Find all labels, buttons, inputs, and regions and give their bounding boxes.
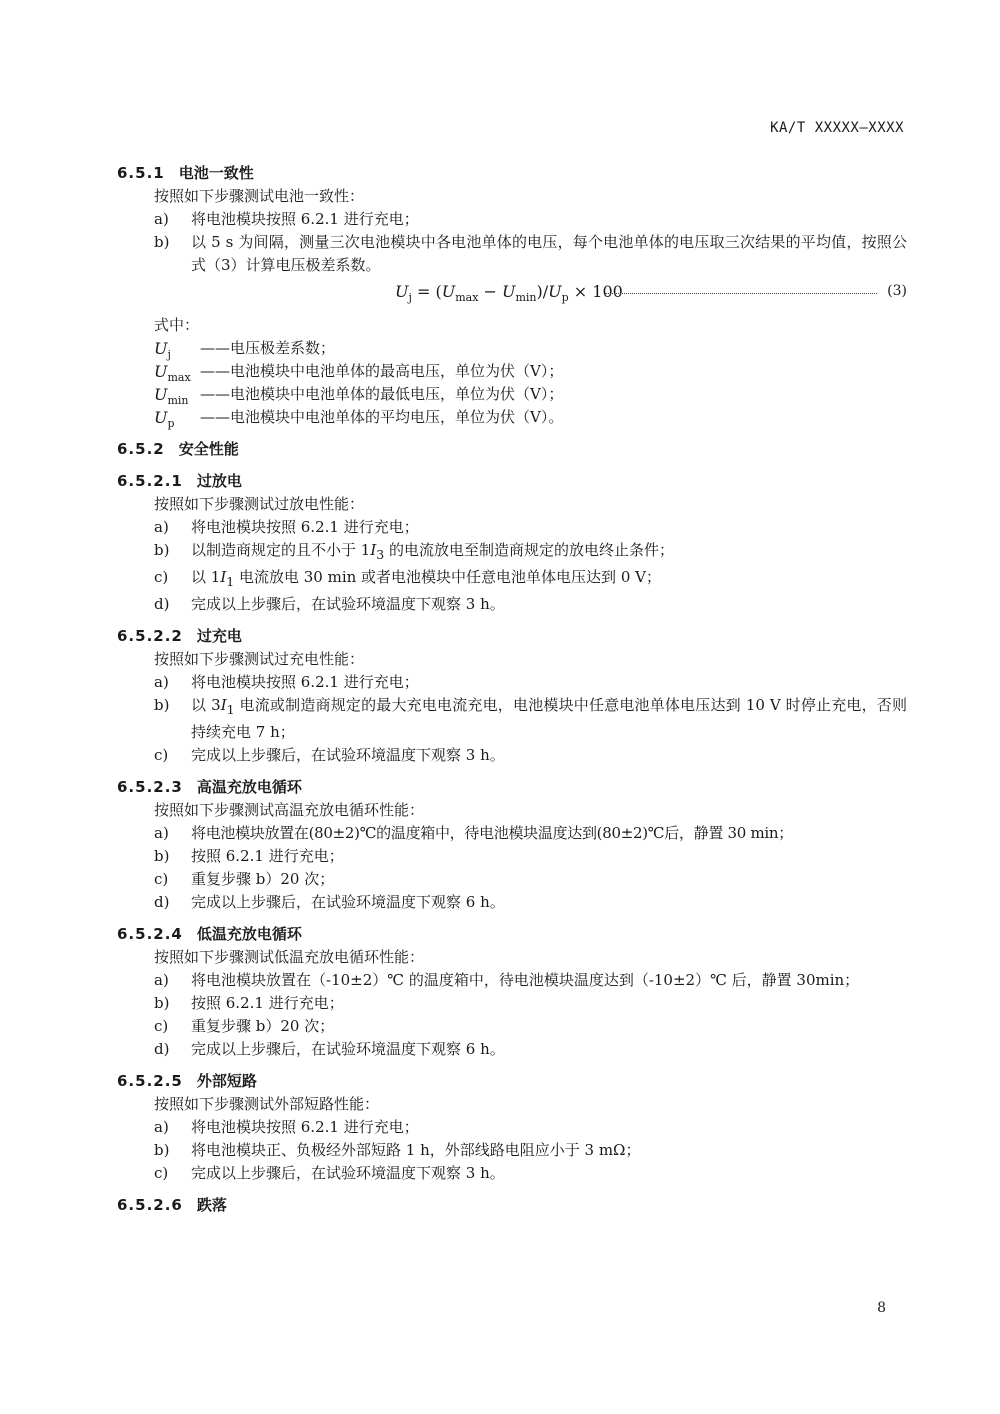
section-number: 6.5.1: [117, 164, 165, 182]
list-text: 以 $1I_1$ 电流放电 30 min 或者电池模块中任意电池单体电压达到 0 V；: [191, 568, 661, 589]
list-item: [117, 822, 907, 845]
list-label: d): [154, 893, 170, 911]
section-number: 6.5.2.5: [117, 1072, 183, 1090]
list-text: 重复步骤 b）20 次；: [191, 870, 335, 888]
variable-description: ——电池模块中电池单体的最低电压，单位为伏（V）；: [200, 385, 564, 403]
list-item: [117, 694, 907, 744]
section-heading-6-5-1: [117, 162, 907, 185]
formula-leader-dots: [605, 293, 877, 294]
section-number: 6.5.2.2: [117, 627, 183, 645]
section-number: 6.5.2: [117, 440, 165, 458]
list-label: c): [154, 746, 169, 764]
variable-definition-row: [117, 337, 907, 360]
list-item: [117, 566, 907, 593]
page-body: [117, 162, 907, 1217]
list-item: [117, 1162, 907, 1185]
list-label: c): [154, 568, 169, 586]
list-label: b): [154, 541, 170, 559]
section-heading-6-5-2: [117, 438, 907, 461]
list-item: [117, 593, 907, 616]
list-text: 将电池模块放置在(80±2)℃的温度箱中，待电池模块温度达到(80±2)℃后，静置 30 min；: [191, 824, 793, 842]
section-title: 电池一致性: [178, 164, 254, 182]
list-label: b): [154, 233, 170, 251]
where-label: 式中：: [154, 316, 200, 334]
section-title: 过充电: [196, 627, 242, 645]
variable-definition-row: [117, 383, 907, 406]
list-item: [117, 744, 907, 767]
section-intro: 按照如下步骤测试过充电性能：: [154, 650, 365, 668]
section-title: 外部短路: [196, 1072, 257, 1090]
section-heading-6-5-2-3: [117, 776, 907, 799]
section-number: 6.5.2.4: [117, 925, 183, 943]
variable-definition-row: [117, 406, 907, 429]
section-intro: 按照如下步骤测试高温充放电循环性能：: [154, 801, 425, 819]
list-text: 完成以上步骤后，在试验环境温度下观察 6 h。: [191, 893, 505, 911]
formula-number: (3): [887, 283, 907, 299]
list-label: a): [154, 971, 169, 989]
variable-symbol: $U_{max}$: [154, 362, 191, 385]
list-item: [117, 1015, 907, 1038]
list-text: 按照 6.2.1 进行充电；: [191, 994, 344, 1012]
variable-definitions: [117, 337, 907, 429]
section-title: 安全性能: [178, 440, 239, 458]
list-text: 将电池模块按照 6.2.1 进行充电；: [191, 518, 419, 536]
formula-3: [117, 277, 907, 306]
list-text: 重复步骤 b）20 次；: [191, 1017, 335, 1035]
list-text: 完成以上步骤后，在试验环境温度下观察 3 h。: [191, 746, 505, 764]
list-label: b): [154, 994, 170, 1012]
list-text: 将电池模块按照 6.2.1 进行充电；: [191, 210, 419, 228]
section-intro: 按照如下步骤测试低温充放电循环性能：: [154, 948, 425, 966]
document-code-header: KA/T XXXXX—XXXX: [770, 120, 904, 136]
section-heading-6-5-2-1: [117, 470, 907, 493]
list-label: a): [154, 210, 169, 228]
list-text: 将电池模块正、负极经外部短路 1 h，外部线路电阻应小于 3 mΩ；: [191, 1141, 641, 1159]
variable-symbol: $U_j$: [154, 339, 171, 362]
section-intro: 按照如下步骤测试过放电性能：: [154, 495, 365, 513]
section-title: 跌落: [196, 1196, 227, 1214]
variable-description: ——电池模块中电池单体的平均电压，单位为伏（V）。: [200, 408, 564, 426]
list-text: 以制造商规定的且不小于 $1I_3$ 的电流放电至制造商规定的放电终止条件；: [191, 541, 674, 562]
section-title: 高温充放电循环: [196, 778, 302, 796]
list-text: 完成以上步骤后，在试验环境温度下观察 3 h。: [191, 1164, 505, 1182]
page-number: 8: [877, 1300, 886, 1316]
list-label: c): [154, 870, 169, 888]
list-text: 将电池模块按照 6.2.1 进行充电；: [191, 673, 419, 691]
variable-description: ——电压极差系数；: [200, 339, 336, 357]
list-label: d): [154, 1040, 170, 1058]
list-label: a): [154, 824, 169, 842]
list-label: d): [154, 595, 170, 613]
section-number: 6.5.2.6: [117, 1196, 183, 1214]
variable-symbol: $U_p$: [154, 408, 175, 431]
section-heading-6-5-2-5: [117, 1070, 907, 1093]
list-label: b): [154, 1141, 170, 1159]
list-text: 完成以上步骤后，在试验环境温度下观察 3 h。: [191, 595, 505, 613]
list-label: b): [154, 696, 170, 714]
list-text: 完成以上步骤后，在试验环境温度下观察 6 h。: [191, 1040, 505, 1058]
list-label: a): [154, 518, 169, 536]
list-item: [117, 208, 907, 231]
list-item: [117, 969, 907, 992]
section-number: 6.5.2.3: [117, 778, 183, 796]
section-heading-6-5-2-6: [117, 1194, 907, 1217]
list-item: [117, 231, 907, 277]
list-text: 将电池模块按照 6.2.1 进行充电；: [191, 1118, 419, 1136]
list-item: [117, 868, 907, 891]
list-label: a): [154, 673, 169, 691]
variable-symbol: $U_{min}$: [154, 385, 189, 408]
section-title: 低温充放电循环: [196, 925, 302, 943]
list-text: 按照 6.2.1 进行充电；: [191, 847, 344, 865]
list-label: a): [154, 1118, 169, 1136]
list-item: [117, 1116, 907, 1139]
list-item: [117, 1139, 907, 1162]
list-text: 以 5 s 为间隔，测量三次电池模块中各电池单体的电压，每个电池单体的电压取三次结果的平均值，按照公式（3）计算电压极差系数。: [191, 233, 907, 274]
variable-description: ——电池模块中电池单体的最高电压，单位为伏（V）；: [200, 362, 564, 380]
section-title: 过放电: [196, 472, 242, 490]
list-label: c): [154, 1164, 169, 1182]
list-item: [117, 539, 907, 566]
section-heading-6-5-2-2: [117, 625, 907, 648]
section-number: 6.5.2.1: [117, 472, 183, 490]
list-item: [117, 992, 907, 1015]
variable-definition-row: [117, 360, 907, 383]
list-label: c): [154, 1017, 169, 1035]
section-intro: 按照如下步骤测试电池一致性：: [154, 187, 365, 205]
list-item: [117, 845, 907, 868]
list-text: 以 $3I_1$ 电流或制造商规定的最大充电电流充电，电池模块中任意电池单体电压达到 10 V 时停止充电，否则持续充电 7 h；: [191, 696, 908, 741]
list-item: [117, 891, 907, 914]
list-item: [117, 671, 907, 694]
section-intro: 按照如下步骤测试外部短路性能：: [154, 1095, 380, 1113]
list-item: [117, 1038, 907, 1061]
section-heading-6-5-2-4: [117, 923, 907, 946]
list-text: 将电池模块放置在（-10±2）℃ 的温度箱中，待电池模块温度达到（-10±2）℃ 后，静置 30min；: [191, 971, 860, 989]
list-item: [117, 516, 907, 539]
formula-expression: $U_j = (U_{max} - U_{min})/U_p \times 100$: [395, 282, 623, 305]
list-label: b): [154, 847, 170, 865]
